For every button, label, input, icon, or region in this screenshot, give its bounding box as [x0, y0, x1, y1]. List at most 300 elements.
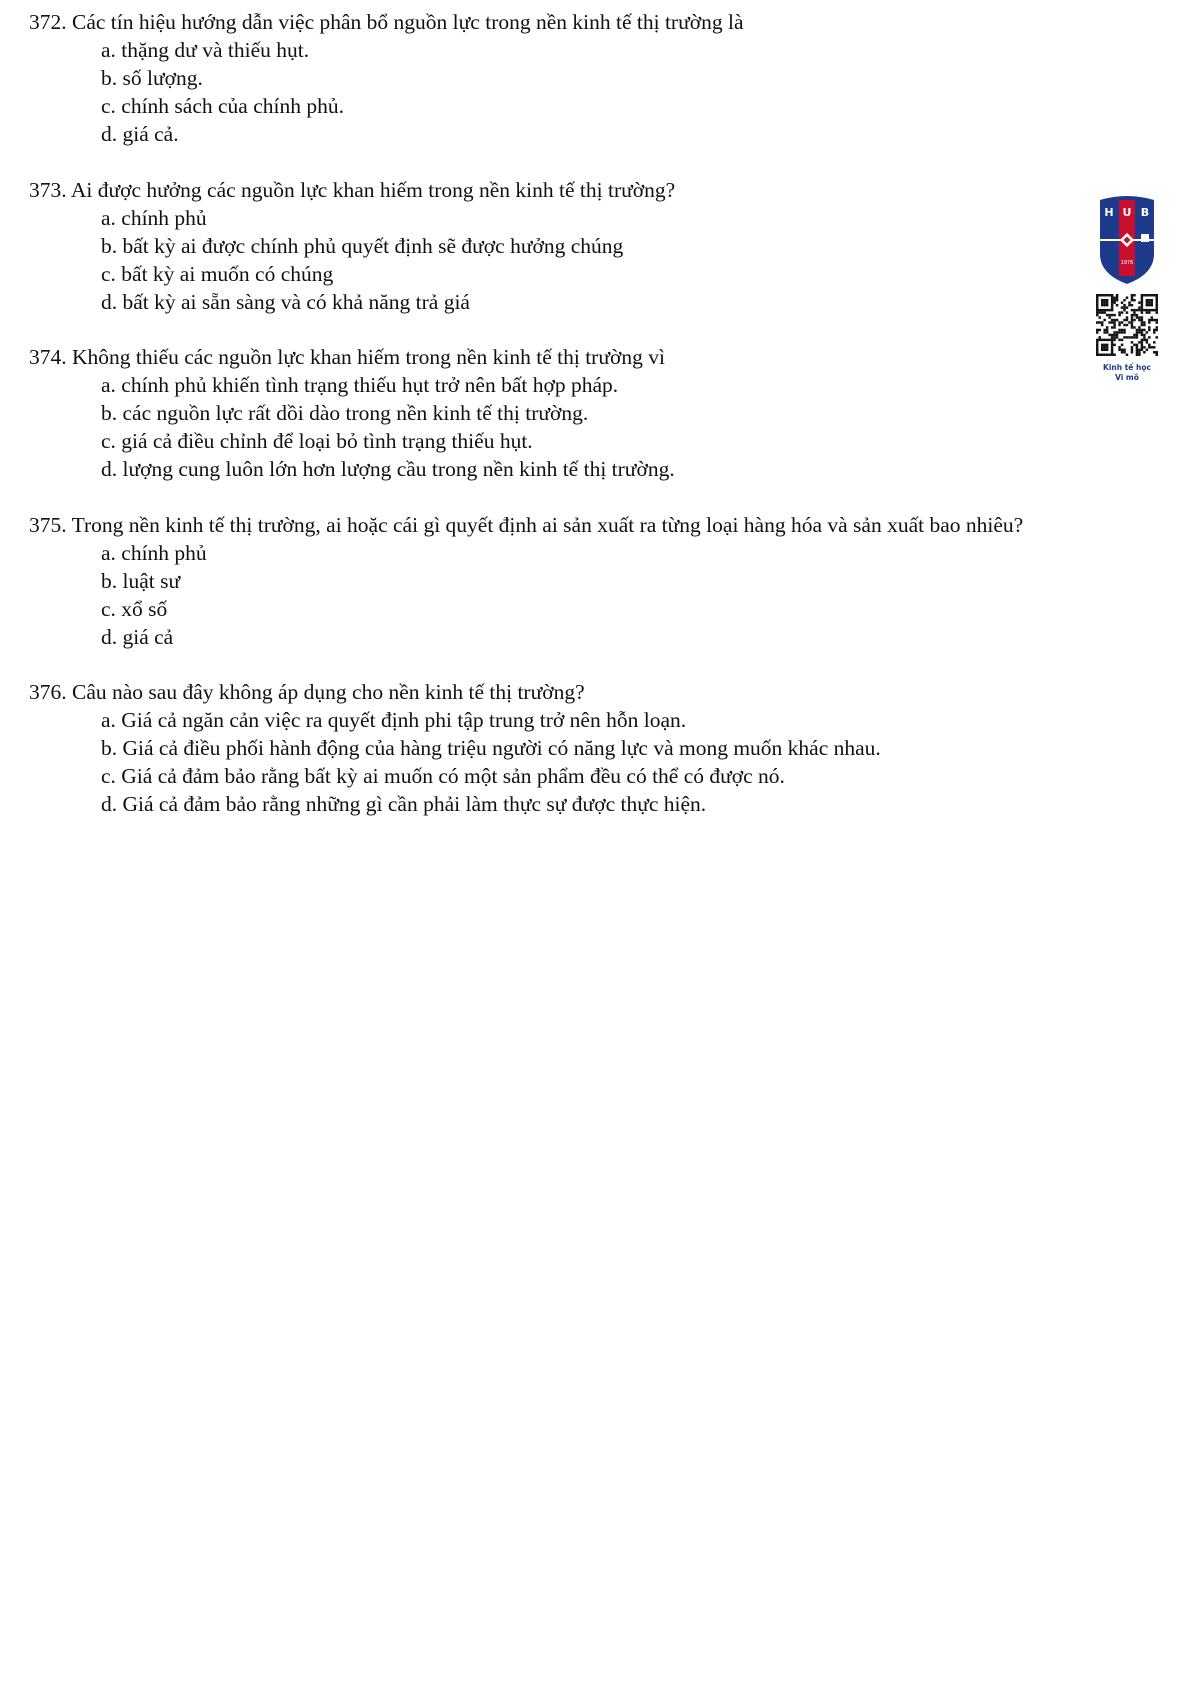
badge-year: 1976	[1120, 260, 1134, 266]
qr-module	[1113, 301, 1115, 303]
qr-module	[1106, 354, 1108, 356]
qr-module	[1096, 341, 1098, 343]
qr-module	[1103, 301, 1105, 303]
answer-option-b: b. bất kỳ ai được chính phủ quyết định sẽ được hưởng chúng	[101, 233, 624, 258]
qr-module	[1156, 294, 1158, 296]
qr-module	[1133, 334, 1135, 336]
answer-option-a: a. chính phủ khiến tình trạng thiếu hụt trở nên bất hợp pháp.	[101, 373, 619, 397]
qr-module	[1098, 309, 1100, 311]
qr-module	[1113, 324, 1115, 326]
qr-module	[1116, 331, 1118, 333]
answer-option-c: c. Giá cả đảm bảo rằng bất kỳ ai muốn có một sản phẩm đều có thể có được nó.	[101, 764, 785, 788]
qr-module	[1156, 304, 1158, 306]
qr-module	[1101, 304, 1103, 306]
qr-module	[1133, 336, 1135, 338]
qr-module	[1143, 339, 1145, 341]
badge-letter-b: B	[1140, 206, 1150, 219]
qr-module	[1148, 319, 1150, 321]
qr-module	[1156, 299, 1158, 301]
qr-module	[1126, 354, 1128, 356]
qr-module	[1103, 344, 1105, 346]
qr-module	[1148, 311, 1150, 313]
qr-module	[1138, 316, 1140, 318]
qr-module	[1121, 321, 1123, 323]
answer-option-d: d. giá cả	[101, 624, 174, 649]
qr-module	[1148, 304, 1150, 306]
qr-module	[1113, 331, 1115, 333]
answer-option-a: a. Giá cả ngăn cản việc ra quyết định phi tập trung trở nên hỗn loạn.	[101, 708, 687, 732]
qr-module	[1106, 349, 1108, 351]
question-376	[29, 678, 1169, 818]
qr-module	[1156, 354, 1158, 356]
qr-module	[1111, 309, 1113, 311]
qr-module	[1126, 296, 1128, 298]
qr-module	[1148, 336, 1150, 338]
qr-module	[1143, 351, 1145, 353]
qr-module	[1146, 331, 1148, 333]
qr-module	[1138, 326, 1140, 328]
qr-module	[1151, 299, 1153, 301]
qr-module	[1153, 329, 1155, 331]
qr-module	[1096, 301, 1098, 303]
qr-module	[1131, 296, 1133, 298]
qr-module	[1116, 304, 1118, 306]
qr-module	[1118, 329, 1120, 331]
qr-module	[1148, 321, 1150, 323]
qr-module	[1126, 306, 1128, 308]
qr-module	[1136, 336, 1138, 338]
qr-module	[1108, 309, 1110, 311]
qr-module	[1108, 314, 1110, 316]
qr-module	[1101, 344, 1103, 346]
qr-module	[1096, 344, 1098, 346]
answer-option-b: b. luật sư	[101, 568, 181, 593]
qr-module	[1096, 304, 1098, 306]
qr-module	[1113, 319, 1115, 321]
qr-module	[1113, 354, 1115, 356]
qr-module	[1131, 314, 1133, 316]
qr-module	[1118, 349, 1120, 351]
qr-module	[1138, 354, 1140, 356]
qr-module	[1151, 346, 1153, 348]
qr-code-icon	[1096, 294, 1158, 356]
qr-module	[1136, 314, 1138, 316]
qr-module	[1118, 321, 1120, 323]
badge-caption-subject: Kinh tế học	[1103, 363, 1151, 372]
qr-module	[1106, 314, 1108, 316]
qr-module	[1118, 346, 1120, 348]
qr-module	[1101, 299, 1103, 301]
qr-module	[1123, 299, 1125, 301]
badge-letter-h: H	[1104, 206, 1114, 219]
qr-module	[1096, 329, 1098, 331]
qr-module	[1138, 341, 1140, 343]
answer-option-c: c. chính sách của chính phủ.	[101, 94, 344, 118]
qr-module	[1146, 301, 1148, 303]
qr-module	[1156, 336, 1158, 338]
qr-module	[1096, 349, 1098, 351]
qr-module	[1148, 309, 1150, 311]
qr-module	[1151, 319, 1153, 321]
qr-module	[1151, 309, 1153, 311]
qr-module	[1103, 319, 1105, 321]
qr-module	[1111, 344, 1113, 346]
qr-module	[1128, 304, 1130, 306]
qr-module	[1106, 299, 1108, 301]
qr-module	[1156, 306, 1158, 308]
qr-module	[1123, 309, 1125, 311]
qr-module	[1113, 314, 1115, 316]
qr-module	[1146, 341, 1148, 343]
qr-module	[1131, 304, 1133, 306]
qr-module	[1098, 311, 1100, 313]
qr-module	[1133, 299, 1135, 301]
qr-module	[1141, 341, 1143, 343]
qr-module	[1103, 354, 1105, 356]
answer-option-a: a. thặng dư và thiếu hụt.	[101, 38, 310, 62]
qr-module	[1128, 321, 1130, 323]
qr-module	[1141, 329, 1143, 331]
qr-module	[1106, 331, 1108, 333]
qr-module	[1108, 321, 1110, 323]
qr-module	[1141, 309, 1143, 311]
qr-module	[1096, 339, 1098, 341]
qr-module	[1106, 326, 1108, 328]
qr-module	[1143, 324, 1145, 326]
qr-module	[1096, 294, 1098, 296]
qr-module	[1148, 301, 1150, 303]
qr-module	[1156, 329, 1158, 331]
answer-option-c: c. bất kỳ ai muốn có chúng	[101, 261, 334, 286]
qr-module	[1143, 294, 1145, 296]
qr-module	[1156, 296, 1158, 298]
qr-module	[1098, 339, 1100, 341]
qr-module	[1133, 326, 1135, 328]
qr-module	[1096, 314, 1098, 316]
qr-module	[1098, 321, 1100, 323]
qr-module	[1148, 326, 1150, 328]
qr-module	[1148, 344, 1150, 346]
qr-module	[1121, 351, 1123, 353]
qr-module	[1133, 314, 1135, 316]
qr-module	[1108, 294, 1110, 296]
qr-module	[1106, 304, 1108, 306]
qr-module	[1131, 324, 1133, 326]
qr-module	[1141, 324, 1143, 326]
qr-module	[1128, 301, 1130, 303]
qr-module	[1096, 354, 1098, 356]
qr-module	[1106, 309, 1108, 311]
qr-module	[1138, 306, 1140, 308]
qr-module	[1096, 351, 1098, 353]
qr-module	[1141, 301, 1143, 303]
qr-module	[1151, 316, 1153, 318]
qr-module	[1146, 299, 1148, 301]
qr-module	[1111, 321, 1113, 323]
qr-module	[1121, 339, 1123, 341]
qr-module	[1098, 294, 1100, 296]
qr-module	[1153, 294, 1155, 296]
qr-module	[1103, 309, 1105, 311]
qr-module	[1116, 294, 1118, 296]
qr-module	[1103, 329, 1105, 331]
badge-letter-u: U	[1122, 206, 1132, 219]
qr-module	[1131, 316, 1133, 318]
qr-module	[1153, 309, 1155, 311]
question-stem: 376. Câu nào sau đây không áp dụng cho nền kinh tế thị trường?	[29, 680, 585, 704]
qr-module	[1148, 299, 1150, 301]
qr-module	[1131, 351, 1133, 353]
qr-module	[1138, 301, 1140, 303]
qr-module	[1136, 331, 1138, 333]
qr-module	[1096, 309, 1098, 311]
qr-module	[1141, 316, 1143, 318]
qr-module	[1118, 314, 1120, 316]
qr-module	[1141, 304, 1143, 306]
qr-module	[1101, 354, 1103, 356]
qr-module	[1131, 336, 1133, 338]
answer-option-a: a. chính phủ	[101, 205, 207, 230]
document-body	[29, 8, 1169, 846]
qr-module	[1136, 346, 1138, 348]
qr-module	[1138, 351, 1140, 353]
qr-module	[1156, 309, 1158, 311]
qr-module	[1098, 354, 1100, 356]
qr-module	[1123, 351, 1125, 353]
qr-module	[1108, 316, 1110, 318]
qr-module	[1111, 296, 1113, 298]
qr-module	[1153, 331, 1155, 333]
qr-module	[1111, 306, 1113, 308]
qr-module	[1146, 311, 1148, 313]
qr-module	[1096, 296, 1098, 298]
qr-module	[1116, 299, 1118, 301]
qr-module	[1126, 311, 1128, 313]
qr-module	[1118, 324, 1120, 326]
qr-module	[1133, 319, 1135, 321]
qr-module	[1138, 349, 1140, 351]
qr-module	[1133, 311, 1135, 313]
qr-module	[1146, 304, 1148, 306]
qr-module	[1096, 299, 1098, 301]
qr-module	[1111, 299, 1113, 301]
qr-module	[1121, 301, 1123, 303]
qr-module	[1141, 346, 1143, 348]
badge-caption-course: Vi mô	[1115, 373, 1139, 382]
qr-module	[1103, 331, 1105, 333]
qr-module	[1148, 294, 1150, 296]
qr-module	[1136, 329, 1138, 331]
qr-module	[1136, 334, 1138, 336]
qr-module	[1106, 329, 1108, 331]
qr-module	[1111, 349, 1113, 351]
hub-shield-logo	[1096, 194, 1158, 286]
qr-module	[1096, 346, 1098, 348]
qr-module	[1123, 304, 1125, 306]
qr-module	[1121, 311, 1123, 313]
qr-module	[1121, 331, 1123, 333]
qr-module	[1121, 306, 1123, 308]
qr-module	[1141, 319, 1143, 321]
qr-module	[1113, 296, 1115, 298]
qr-module	[1111, 301, 1113, 303]
qr-module	[1116, 336, 1118, 338]
qr-module	[1141, 331, 1143, 333]
qr-module	[1141, 296, 1143, 298]
qr-module	[1133, 309, 1135, 311]
qr-module	[1096, 311, 1098, 313]
qr-module	[1111, 346, 1113, 348]
qr-modules	[1096, 294, 1158, 356]
qr-module	[1141, 334, 1143, 336]
qr-module	[1136, 354, 1138, 356]
qr-module	[1131, 294, 1133, 296]
qr-module	[1128, 336, 1130, 338]
qr-module	[1143, 309, 1145, 311]
qr-module	[1131, 309, 1133, 311]
answer-option-c: c. xổ số	[101, 596, 168, 621]
qr-module	[1148, 346, 1150, 348]
qr-module	[1121, 344, 1123, 346]
qr-module	[1106, 339, 1108, 341]
qr-module	[1143, 329, 1145, 331]
qr-module	[1123, 324, 1125, 326]
question-373	[29, 176, 1169, 316]
qr-module	[1103, 346, 1105, 348]
qr-module	[1156, 311, 1158, 313]
qr-module	[1111, 304, 1113, 306]
question-stem: 375. Trong nền kinh tế thị trường, ai hoặc cái gì quyết định ai sản xuất ra từng loại hàng hóa và sản xuất bao nhiêu?	[29, 512, 1024, 537]
shield-book-icon	[1141, 234, 1149, 242]
qr-module	[1123, 336, 1125, 338]
question-375	[29, 511, 1169, 651]
qr-module	[1116, 319, 1118, 321]
qr-module	[1118, 339, 1120, 341]
qr-module	[1143, 336, 1145, 338]
answer-option-b: b. các nguồn lực rất dồi dào trong nền kinh tế thị trường.	[101, 401, 589, 425]
qr-module	[1123, 329, 1125, 331]
qr-module	[1111, 314, 1113, 316]
qr-module	[1096, 321, 1098, 323]
answer-option-b: b. Giá cả điều phối hành động của hàng triệu người có năng lực và mong muốn khác nhau.	[101, 736, 881, 760]
qr-module	[1103, 339, 1105, 341]
qr-module	[1146, 349, 1148, 351]
qr-module	[1098, 316, 1100, 318]
qr-module	[1153, 351, 1155, 353]
qr-module	[1133, 294, 1135, 296]
qr-module	[1103, 311, 1105, 313]
qr-module	[1101, 294, 1103, 296]
answer-option-b: b. số lượng.	[101, 66, 203, 90]
answer-option-c: c. giá cả điều chỉnh để loại bỏ tình trạng thiếu hụt.	[101, 429, 533, 453]
qr-module	[1133, 344, 1135, 346]
qr-module	[1103, 294, 1105, 296]
qr-module	[1156, 326, 1158, 328]
qr-module	[1101, 309, 1103, 311]
question-374	[29, 343, 1169, 483]
question-372	[29, 8, 1169, 148]
qr-module	[1153, 346, 1155, 348]
qr-module	[1141, 344, 1143, 346]
qr-module	[1126, 324, 1128, 326]
qr-module	[1111, 354, 1113, 356]
qr-module	[1131, 326, 1133, 328]
qr-module	[1108, 334, 1110, 336]
qr-module	[1096, 306, 1098, 308]
qr-module	[1096, 331, 1098, 333]
question-stem: 372. Các tín hiệu hướng dẫn việc phân bổ nguồn lực trong nền kinh tế thị trường là	[29, 10, 744, 34]
qr-module	[1141, 311, 1143, 313]
qr-module	[1111, 351, 1113, 353]
qr-module	[1141, 299, 1143, 301]
qr-module	[1136, 309, 1138, 311]
qr-module	[1131, 299, 1133, 301]
qr-module	[1118, 331, 1120, 333]
qr-module	[1136, 349, 1138, 351]
qr-module	[1136, 316, 1138, 318]
qr-module	[1123, 306, 1125, 308]
qr-module	[1138, 309, 1140, 311]
answer-option-d: d. giá cả.	[101, 122, 179, 146]
question-stem: 374. Không thiếu các nguồn lực khan hiếm trong nền kinh tế thị trường vì	[29, 345, 665, 369]
answer-option-d: d. lượng cung luôn lớn hơn lượng cầu trong nền kinh tế thị trường.	[101, 457, 675, 481]
qr-module	[1138, 331, 1140, 333]
qr-module	[1101, 349, 1103, 351]
qr-module	[1113, 299, 1115, 301]
qr-module	[1116, 334, 1118, 336]
qr-module	[1101, 311, 1103, 313]
qr-module	[1098, 336, 1100, 338]
qr-module	[1121, 329, 1123, 331]
qr-module	[1123, 331, 1125, 333]
qr-module	[1141, 349, 1143, 351]
qr-module	[1113, 344, 1115, 346]
qr-module	[1138, 329, 1140, 331]
qr-module	[1146, 294, 1148, 296]
qr-module	[1111, 341, 1113, 343]
qr-module	[1116, 296, 1118, 298]
answer-option-d: d. Giá cả đảm bảo rằng những gì cần phải làm thực sự được thực hiện.	[101, 792, 707, 816]
qr-module	[1146, 339, 1148, 341]
qr-module	[1123, 319, 1125, 321]
qr-module	[1126, 336, 1128, 338]
qr-module	[1131, 319, 1133, 321]
qr-module	[1136, 351, 1138, 353]
qr-module	[1141, 294, 1143, 296]
qr-module	[1111, 336, 1113, 338]
qr-module	[1103, 304, 1105, 306]
qr-module	[1113, 321, 1115, 323]
qr-module	[1098, 329, 1100, 331]
qr-module	[1121, 349, 1123, 351]
qr-module	[1106, 294, 1108, 296]
qr-module	[1113, 334, 1115, 336]
qr-module	[1106, 344, 1108, 346]
qr-module	[1111, 319, 1113, 321]
qr-module	[1106, 301, 1108, 303]
qr-module	[1131, 321, 1133, 323]
qr-module	[1143, 334, 1145, 336]
qr-module	[1108, 339, 1110, 341]
qr-module	[1126, 316, 1128, 318]
qr-module	[1101, 339, 1103, 341]
qr-module	[1153, 341, 1155, 343]
qr-module	[1131, 349, 1133, 351]
qr-module	[1106, 346, 1108, 348]
answer-option-d: d. bất kỳ ai sẵn sàng và có khả năng trả giá	[101, 289, 470, 314]
qr-module	[1136, 344, 1138, 346]
qr-module	[1143, 321, 1145, 323]
